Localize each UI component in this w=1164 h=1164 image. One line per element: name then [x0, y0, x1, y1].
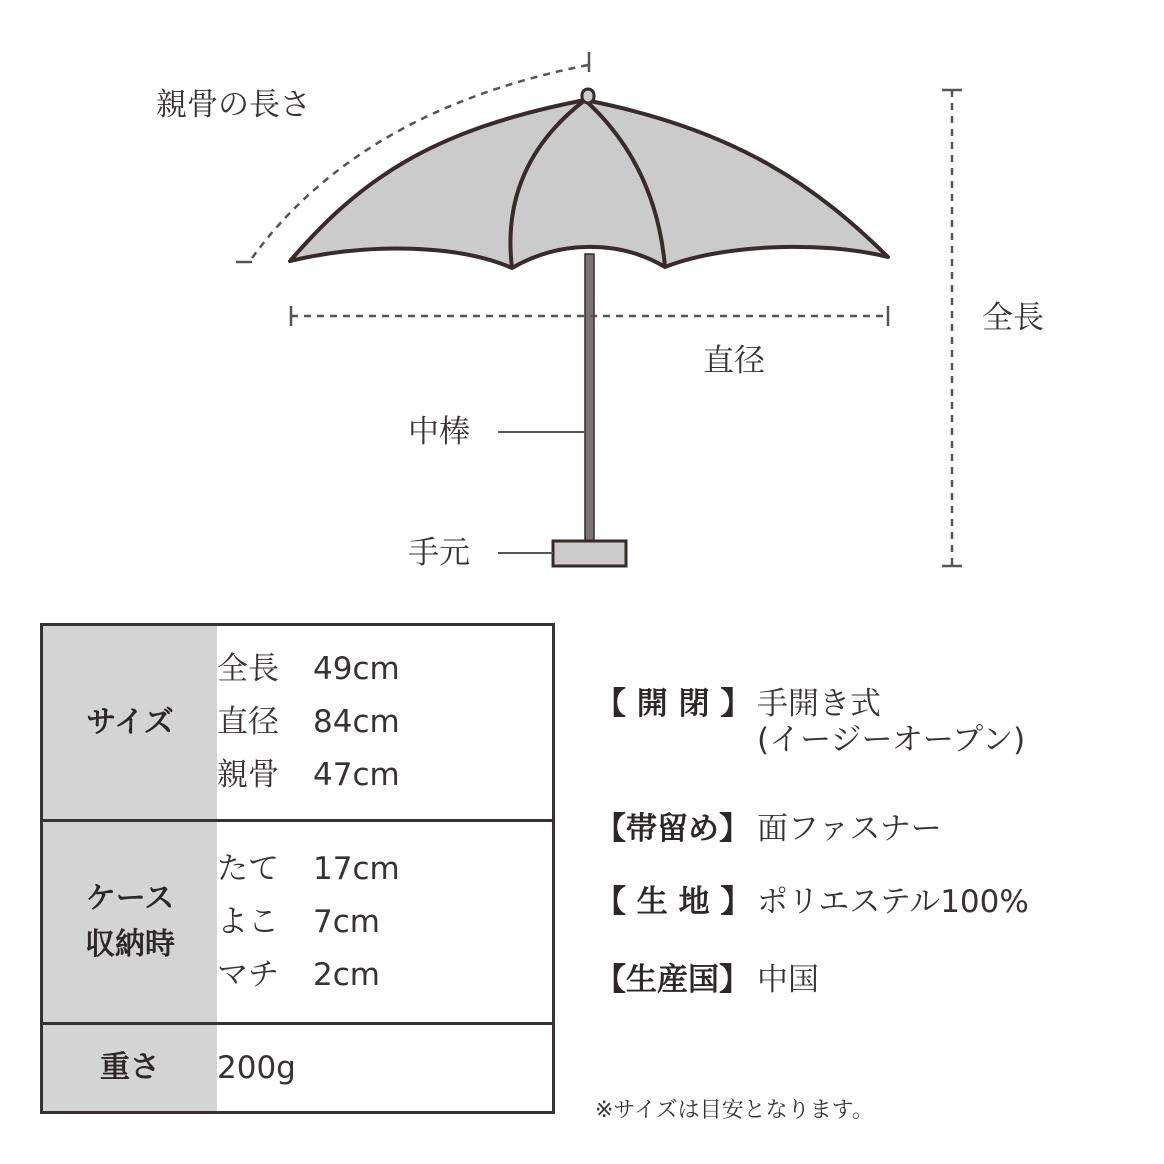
spec-value: 7cm	[313, 903, 380, 940]
spec-values-size	[217, 625, 554, 821]
info-key: 【 開 閉 】	[595, 686, 752, 722]
spec-header-line: ケース	[85, 881, 175, 916]
spec-row-size	[42, 625, 554, 821]
spec-line	[217, 696, 552, 749]
spec-value: 47cm	[313, 757, 400, 793]
umbrella-shaft	[585, 254, 594, 544]
shaft-label: 中棒	[408, 414, 470, 450]
spec-header-size: サイズ	[42, 625, 218, 821]
spec-value: 200g	[217, 1049, 296, 1086]
spec-key: 親骨	[217, 757, 279, 793]
umbrella-handle	[553, 541, 626, 566]
spec-key: 直径	[217, 704, 279, 740]
info-item-strap	[595, 811, 942, 847]
spec-value: 17cm	[313, 850, 400, 887]
info-value: ポリエステル100%	[757, 884, 1029, 920]
info-value: 中国	[757, 962, 819, 998]
handle-label: 手元	[408, 535, 470, 571]
info-item-fabric	[595, 884, 1029, 920]
info-item-origin	[595, 962, 819, 998]
info-item-opening	[595, 686, 1025, 758]
spec-value: 2cm	[313, 956, 380, 993]
spec-value: 49cm	[313, 651, 400, 687]
umbrella-canopy	[290, 100, 888, 268]
diameter-label: 直径	[703, 343, 765, 379]
spec-key: たて	[217, 850, 279, 887]
spec-key: マチ	[217, 956, 279, 993]
spec-line	[217, 749, 552, 802]
rib-length-label: 親骨の長さ	[156, 87, 311, 123]
spec-value: 84cm	[313, 704, 400, 740]
size-note: ※サイズは目安となります。	[595, 1098, 874, 1123]
spec-header-weight: 重さ	[42, 1024, 218, 1113]
spec-values-case	[217, 821, 554, 1024]
spec-header-case	[42, 821, 218, 1024]
info-value: 面ファスナー	[757, 811, 942, 847]
spec-line	[217, 949, 552, 1002]
spec-line	[217, 643, 552, 696]
spec-table	[40, 623, 555, 1114]
info-value-line2: (イージーオープン)	[757, 722, 1026, 758]
spec-row-case	[42, 821, 554, 1024]
info-key: 【 生 地 】	[595, 884, 752, 920]
spec-line	[217, 843, 552, 896]
spec-row-weight	[42, 1024, 554, 1113]
spec-key: 全長	[217, 651, 279, 687]
spec-key: よこ	[217, 903, 279, 940]
spec-header-line: 収納時	[85, 927, 175, 962]
info-key: 【帯留め】	[595, 811, 750, 847]
info-value: 手開き式	[757, 686, 881, 722]
umbrella-tip	[582, 89, 594, 103]
spec-line	[217, 896, 552, 949]
info-key: 【生産国】	[595, 962, 750, 998]
total-length-label: 全長	[982, 300, 1044, 336]
spec-values-weight	[217, 1024, 554, 1113]
